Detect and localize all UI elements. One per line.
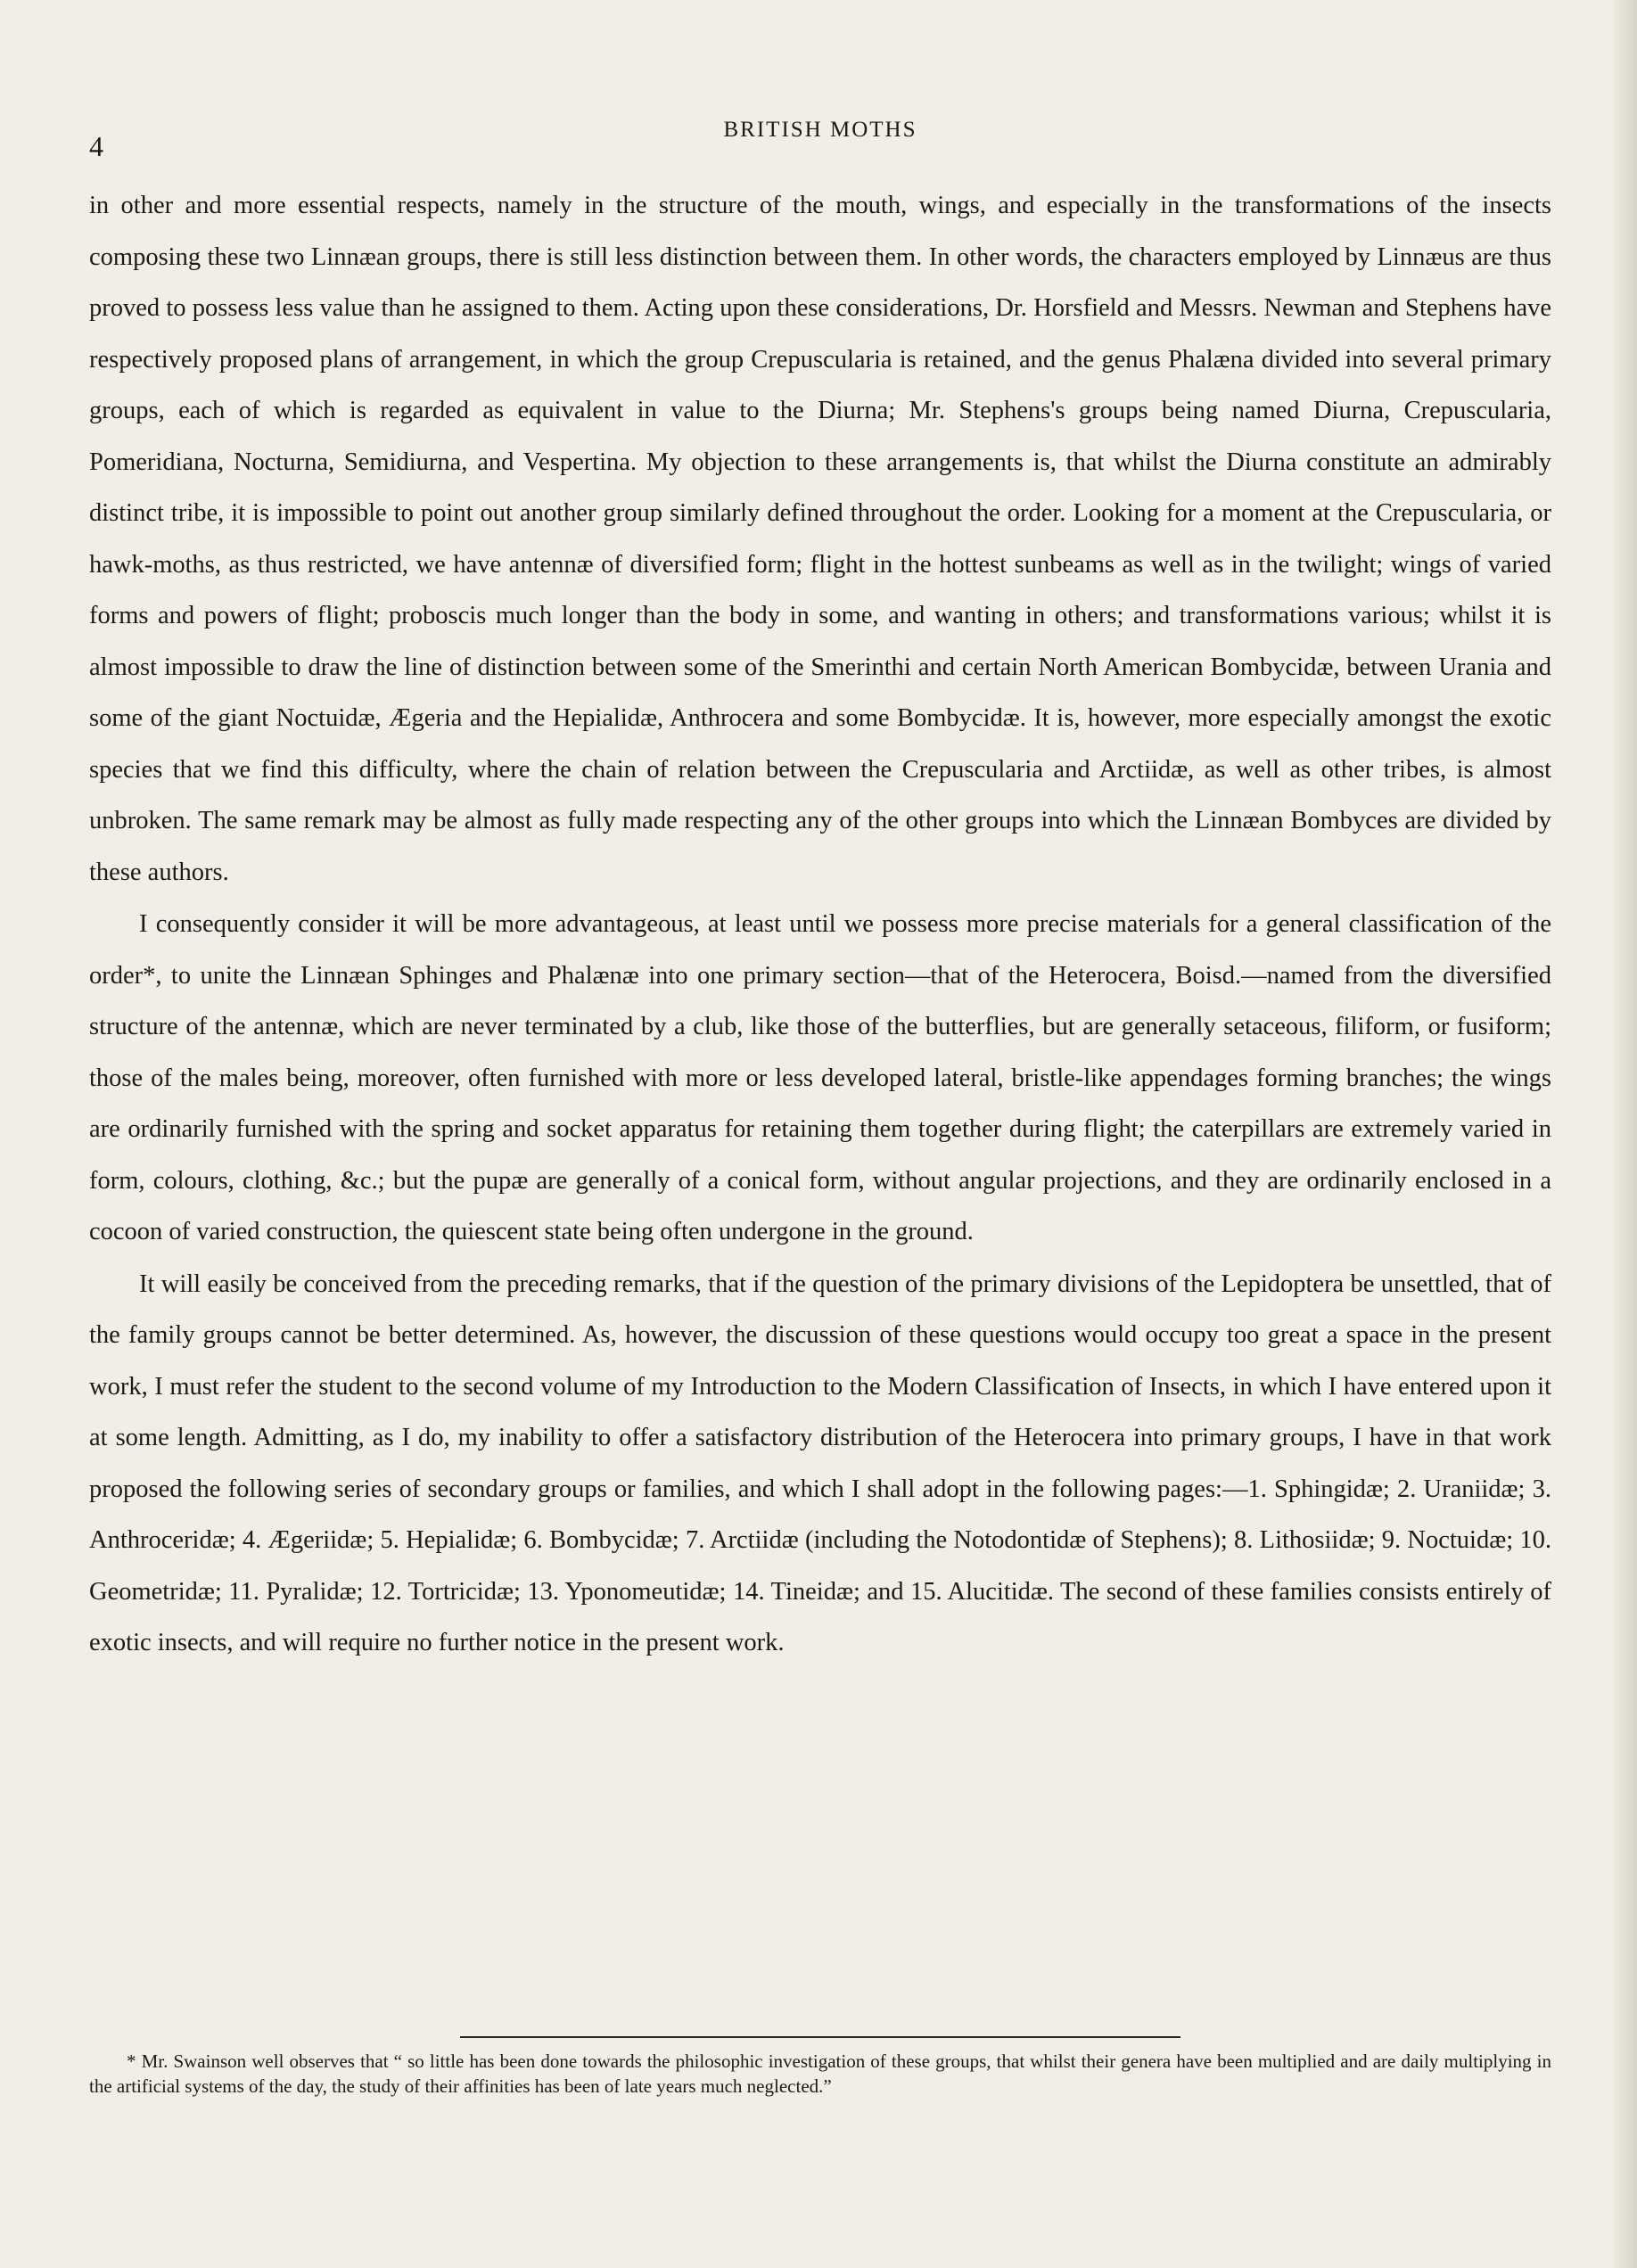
footnote-text: * Mr. Swainson well observes that “ so little has been done towards the philosophic investigation of these groups, that whilst their genera have been multiplied and are daily multiplying in the artificial systems of the day, the study of their affinities has been of late years much neglected.” (89, 2050, 1551, 2097)
footnote-rule (460, 2036, 1180, 2038)
footnote (89, 2049, 1551, 2099)
page-header (89, 114, 1551, 168)
body-text (89, 180, 1551, 1669)
page-number: 4 (89, 130, 103, 162)
paragraph-3: It will easily be conceived from the preceding remarks, that if the question of the primary divisions of the Lepidoptera be unsettled, that of the family groups cannot be better determined. As, however, the discussion of these questions would occupy too great a space in the present work, I must refer the student to the second volume of my Introduction to the Modern Classification of Insects, in which I have entered upon it at some length. Admitting, as I do, my inability to offer a satisfactory distribution of the Heterocera into primary groups, I have in that work proposed the following series of secondary groups or families, and which I shall adopt in the following pages:—1. Sphingidæ; 2. Uraniidæ; 3. Anthroceridæ; 4. Ægeriidæ; 5. Hepialidæ; 6. Bombycidæ; 7. Arctiidæ (including the Notodontidæ of Stephens); 8. Lithosiidæ; 9. Noctuidæ; 10. Geometridæ; 11. Pyralidæ; 12. Tortricidæ; 13. Yponomeutidæ; 14. Tineidæ; and 15. Alucitidæ. The second of these families consists entirely of exotic insects, and will require no further notice in the present work. (89, 1270, 1551, 1656)
page-edge-shadow (1614, 0, 1637, 2268)
paragraph-1: in other and more essential respects, namely in the structure of the mouth, wings, and especially in the transformations of the insects composing these two Linnæan groups, there is still less distinction between them. In other words, the characters employed by Linnæus are thus proved to possess less value than he assigned to them. Acting upon these considerations, Dr. Horsfield and Messrs. Newman and Stephens have respectively proposed plans of arrangement, in which the group Crepuscularia is retained, and the genus Phalæna divided into several primary groups, each of which is regarded as equivalent in value to the Diurna; Mr. Stephens's groups being named Diurna, Crepuscularia, Pomeridiana, Nocturna, Semidiurna, and Vespertina. My objection to these arrangements is, that whilst the Diurna constitute an admirably distinct tribe, it is impossible to point out another group similarly defined throughout the order. Looking for a moment at the Crepuscularia, or hawk-moths, as thus restricted, we have antennæ of diversified form; flight in the hottest sunbeams as well as in the twilight; wings of varied forms and powers of flight; proboscis much longer than the body in some, and wanting in others; and transformations various; whilst it is almost impossible to draw the line of distinction between some of the Smerinthi and certain North American Bombycidæ, between Urania and some of the giant Noctuidæ, Ægeria and the Hepialidæ, Anthrocera and some Bombycidæ. It is, however, more especially amongst the exotic species that we find this difficulty, where the chain of relation between the Crepuscularia and Arctiidæ, as well as other tribes, is almost unbroken. The same remark may be almost as fully made respecting any of the other groups into which the Linnæan Bombyces are divided by these authors. (89, 192, 1551, 886)
paragraph-2: I consequently consider it will be more advantageous, at least until we possess more precise materials for a general classification of the order*, to unite the Linnæan Sphinges and Phalænæ into one primary section—that of the Heterocera, Boisd.—named from the diversified structure of the antennæ, which are never terminated by a club, like those of the butterflies, but are generally setaceous, filiform, or fusiform; those of the males being, moreover, often furnished with more or less developed lateral, bristle-like appendages forming branches; the wings are ordinarily furnished with the spring and socket apparatus for retaining them together during flight; the caterpillars are extremely varied in form, colours, clothing, &c.; but the pupæ are generally of a conical form, without angular projections, and they are ordinarily enclosed in a cocoon of varied construction, the quiescent state being often undergone in the ground. (89, 910, 1551, 1245)
running-head: BRITISH MOTHS (723, 118, 917, 142)
